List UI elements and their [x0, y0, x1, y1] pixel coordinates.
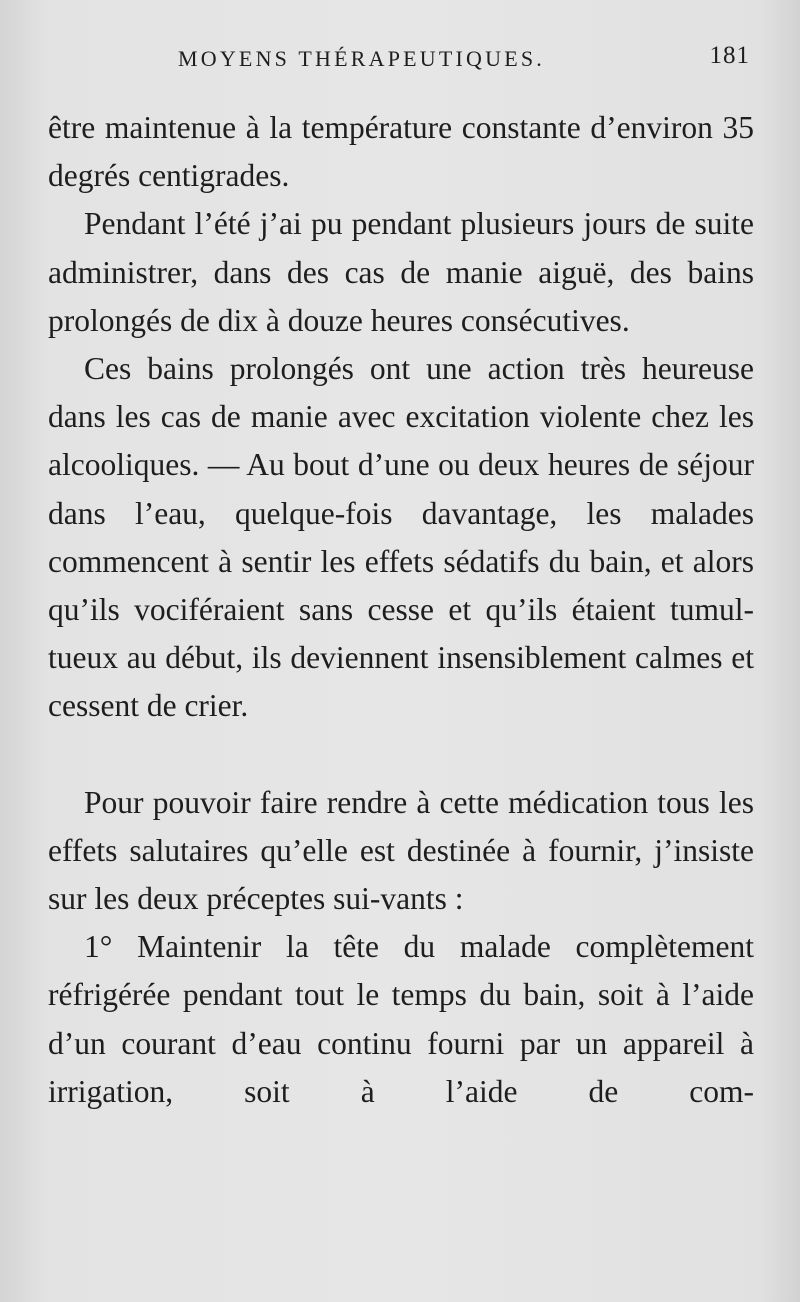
paragraph-first-precept: 1° Maintenir la tête du malade complètement réfrigérée pendant tout le temps du bain, soit à l’aide d’un courant d’eau continu fourni par un appareil à irrigation, soit à l’aide de com- — [48, 929, 754, 1109]
running-head — [48, 42, 754, 82]
page-number: 181 — [709, 42, 750, 69]
running-title: MOYENS THÉRAPEUTIQUES. — [178, 46, 546, 71]
paragraph-prolonged-baths-effects: Ces bains prolongés ont une action très heureuse dans les cas de manie avec excitation violente chez les alcooliques. — Au bout d’une ou deux heures de séjour dans l’eau, quelque-fois davantage, les malades commencent à sentir les effets sédatifs du bain, et alors qu’ils vociféraient sans cesse et qu’ils étaient tumul-tueux au début, ils deviennent insensiblement calmes et cessent de crier. — [48, 351, 754, 724]
paragraph-continuation: être maintenue à la température constante d’environ 35 degrés centigrades. — [48, 110, 754, 194]
paragraph-precepts: Pour pouvoir faire rendre à cette médication tous les effets salutaires qu’elle est destinée à fournir, j’insiste sur les deux préceptes sui-vants : — [48, 784, 754, 917]
body-text — [48, 104, 754, 1116]
paragraph-summer-baths: Pendant l’été j’ai pu pendant plusieurs jours de suite administrer, dans des cas de manie aiguë, des bains prolongés de dix à douze heures consécutives. — [48, 206, 754, 338]
